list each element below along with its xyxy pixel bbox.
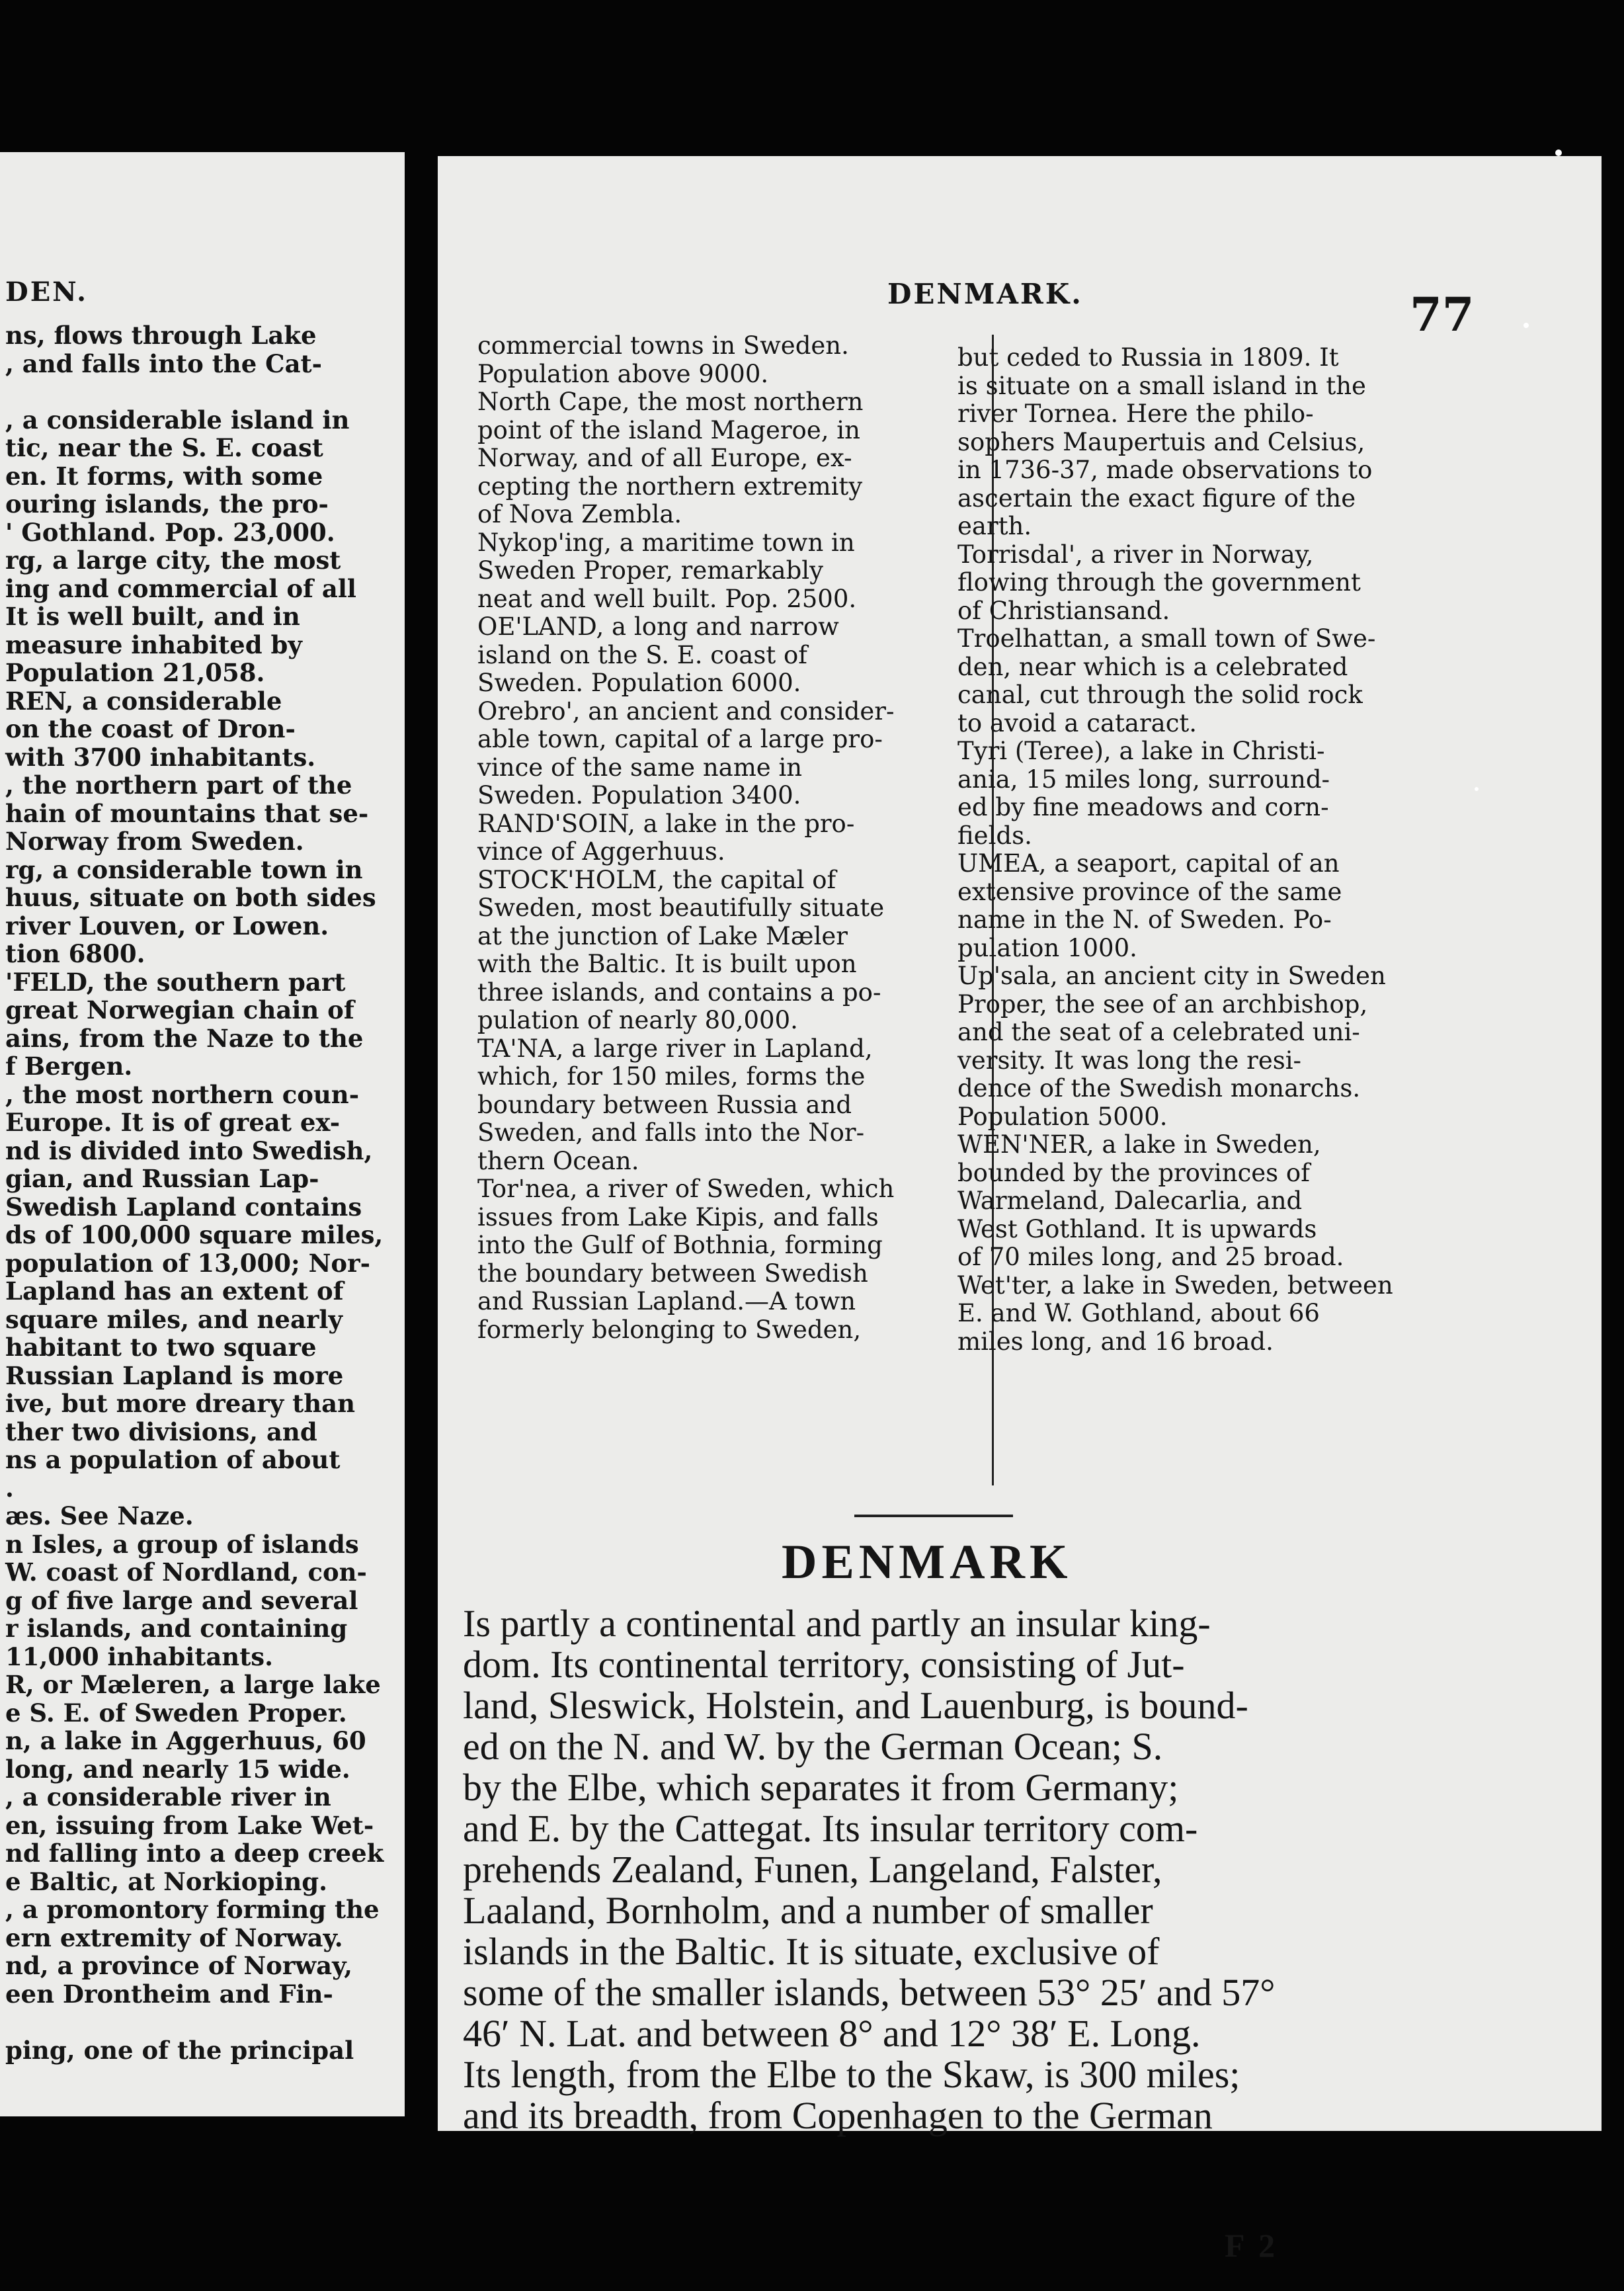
gazetteer-line: Sweden Proper, remarkably [477,556,823,585]
gazetteer-line: cepting the northern extremity [477,472,863,501]
left-text-line: measure inhabited by [5,630,302,659]
gazetteer-line: is situate on a small island in the [957,371,1366,400]
left-page-text [5,321,384,2064]
gazetteer-line: neat and well built. Pop. 2500. [477,584,857,613]
body-line: and E. by the Cattegat. Its insular territory com- [463,1807,1198,1850]
gazetteer-line: ania, 15 miles long, surround- [957,765,1330,794]
left-text-line [5,2008,384,2036]
gazetteer-line: versity. It was long the resi- [957,1046,1302,1075]
dust-speck [1523,323,1529,328]
gazetteer-line: Orebro', an ancient and consider- [477,696,895,726]
gazetteer-line: canal, cut through the solid rock [957,681,1363,709]
left-text-line: 11,000 inhabitants. [5,1642,274,1671]
left-text-line: Population 21,058. [5,658,265,687]
gazetteer-line: RAND'SOIN, a lake in the pro- [477,809,855,838]
left-text-line: e S. E. of Sweden Proper. [5,1698,347,1728]
left-text-line: river Louven, or Lowen. [5,911,329,940]
left-text-line: f Bergen. [5,1052,133,1081]
gazetteer-line: pulation of nearly 80,000. [477,1006,798,1034]
gazetteer-line: issues from Lake Kipis, and falls [477,1202,879,1231]
body-line: dom. Its continental territory, consisting of Jut- [463,1643,1185,1686]
left-text-line: tion 6800. [5,939,145,968]
left-text-line: en, issuing from Lake Wet- [5,1810,374,1840]
body-line: Its length, from the Elbe to the Skaw, is 300 miles; [463,2053,1240,2096]
body-line: Is partly a continental and partly an insular king- [463,1602,1211,1645]
running-head: DENMARK. [887,278,1083,310]
left-text-line: ns, flows through Lake [5,321,317,350]
gazetteer-line: vince of Aggerhuus. [477,837,725,866]
gazetteer-line: Tor'nea, a river of Sweden, which [477,1175,895,1203]
left-text-line: W. coast of Nordland, con- [5,1558,367,1587]
body-line: islands in the Baltic. It is situate, exclusive of [463,1930,1160,1973]
gazetteer-line: TA'NA, a large river in Lapland, [477,1034,873,1063]
left-text-line: Europe. It is of great ex- [5,1108,341,1137]
gazetteer-line: and Russian Lapland.—A town [477,1287,856,1315]
left-text-line: nd is divided into Swedish, [5,1136,373,1165]
body-line: land, Sleswick, Holstein, and Lauenburg, is bound- [463,1684,1248,1727]
left-text-line: , a promontory forming the [5,1895,380,1924]
left-text-line: ther two divisions, and [5,1417,317,1446]
gazetteer-line: of 70 miles long, and 25 broad. [957,1243,1344,1271]
left-text-line: ' Gothland. Pop. 23,000. [5,517,335,547]
gazetteer-line: E. and W. Gothland, about 66 [957,1299,1320,1327]
gazetteer-line: but ceded to Russia in 1809. It [957,343,1339,372]
gazetteer-line: ed by fine meadows and corn- [957,793,1329,821]
left-page [0,152,405,2116]
gazetteer-line: WEN'NER, a lake in Sweden, [957,1130,1321,1159]
left-text-line: , the northern part of the [5,771,352,800]
left-text-line: ouring islands, the pro- [5,489,329,519]
gazetteer-line: Up'sala, an ancient city in Sweden [957,962,1386,990]
left-text-line: with 3700 inhabitants. [5,742,316,772]
section-title: DENMARK [782,1535,1073,1589]
left-text-line: ds of 100,000 square miles, [5,1220,384,1249]
gazetteer-line: at the junction of Lake Mæler [477,921,848,950]
dust-speck [1475,787,1479,791]
page-signature: F 2 [1225,2227,1279,2264]
gazetteer-line: ascertain the exact figure of the [957,483,1356,513]
left-text-line: n, a lake in Aggerhuus, 60 [5,1726,366,1755]
gazetteer-line: of Christiansand. [957,596,1170,625]
gazetteer-line: Tyri (Teree), a lake in Christi- [957,737,1325,765]
left-text-line: ing and commercial of all [5,573,356,603]
left-text-line: tic, near the S. E. coast [5,433,323,462]
body-line: some of the smaller islands, between 53° 25′ and 57° [463,1971,1276,2014]
left-text-line: g of five large and several [5,1585,358,1615]
left-text-line: ns a population of about [5,1445,341,1474]
dust-speck [1555,149,1562,156]
right-page [438,156,1602,2264]
body-line: and its breadth, from Copenhagen to the German [463,2094,1213,2137]
body-line: prehends Zealand, Funen, Langeland, Falster, [463,1848,1162,1891]
gazetteer-line: dence of the Swedish monarchs. [957,1074,1361,1103]
gazetteer-line: of Nova Zembla. [477,500,682,528]
gazetteer-column-right [957,344,1393,1356]
left-text-line: great Norwegian chain of [5,995,354,1024]
gazetteer-line: Sweden, and falls into the Nor- [477,1118,865,1147]
gazetteer-line: Torrisdal', a river in Norway, [957,540,1314,569]
gazetteer-line: flowing through the government [957,568,1361,597]
gazetteer-line: island on the S. E. coast of [477,640,807,669]
gazetteer-line: Population 5000. [957,1102,1168,1131]
gazetteer-line: which, for 150 miles, forms the [477,1062,866,1091]
gazetteer-line: name in the N. of Sweden. Po- [957,905,1332,934]
gazetteer-line: Population above 9000. [477,359,769,388]
left-text-line: en. It forms, with some [5,461,323,491]
left-text-line: It is well built, and in [5,602,300,631]
left-text-line: e Baltic, at Norkioping. [5,1866,328,1896]
left-running-head: DEN. [5,276,89,308]
left-text-line: Norway from Sweden. [5,827,304,856]
left-text-line: n Isles, a group of islands [5,1529,359,1559]
gazetteer-line: river Tornea. Here the philo- [957,399,1314,428]
gazetteer-line: able town, capital of a large pro- [477,725,883,753]
left-text-line: R, or Mæleren, a large lake [5,1670,381,1699]
gazetteer-line: commercial towns in Sweden. [477,331,849,360]
left-text-line: ive, but more dreary than [5,1389,355,1418]
left-text-line: , a considerable river in [5,1782,331,1812]
body-line: Laaland, Bornholm, and a number of smaller [463,1889,1153,1932]
gazetteer-line: thern Ocean. [477,1146,639,1175]
gazetteer-line: UMEA, a seaport, capital of an [957,849,1340,878]
gazetteer-line: vince of the same name in [477,753,803,782]
left-text-line: rg, a considerable town in [5,854,363,884]
gazetteer-line: three islands, and contains a po- [477,978,881,1007]
gazetteer-line: earth. [957,512,1032,540]
gazetteer-line: Nykop'ing, a maritime town in [477,528,855,557]
left-text-line: , a considerable island in [5,405,350,435]
left-text-line: huus, situate on both sides [5,883,376,912]
left-text-line: ern extremity of Norway. [5,1923,343,1952]
gazetteer-line: Warmeland, Dalecarlia, and [957,1187,1303,1215]
left-text-line: Swedish Lapland contains [5,1192,362,1222]
gazetteer-line: West Gothland. It is upwards [957,1214,1317,1243]
left-text-line: long, and nearly 15 wide. [5,1754,350,1784]
gazetteer-column-left [477,332,894,1344]
left-text-line: rg, a large city, the most [5,546,341,575]
left-text-line: . [5,1473,14,1503]
body-line: ed on the N. and W. by the German Ocean; S. [463,1725,1163,1768]
gazetteer-line: Proper, the see of an archbishop, [957,989,1368,1019]
left-text-line: square miles, and nearly [5,1304,343,1334]
body-line: by the Elbe, which separates it from Germany; [463,1766,1179,1809]
left-text-line: r islands, and containing [5,1614,348,1643]
gazetteer-line: to avoid a cataract. [957,708,1198,737]
gazetteer-line: miles long, and 16 broad. [957,1327,1274,1356]
gazetteer-line: and the seat of a celebrated uni- [957,1018,1360,1046]
gazetteer-line: sophers Maupertuis and Celsius, [957,427,1365,456]
left-text-line: nd, a province of Norway, [5,1951,352,1980]
gazetteer-line: STOCK'HOLM, the capital of [477,865,836,894]
gazetteer-line: with the Baltic. It is built upon [477,950,857,978]
gazetteer-line: bounded by the provinces of [957,1158,1310,1187]
gazetteer-line: the boundary between Swedish [477,1259,868,1288]
gazetteer-line: fields. [957,821,1032,850]
gazetteer-line: OE'LAND, a long and narrow [477,612,839,641]
left-text-line: population of 13,000; Nor- [5,1248,370,1278]
gazetteer-line: point of the island Mageroe, in [477,415,860,444]
gazetteer-line: Sweden, most beautifully situate [477,894,885,922]
left-text-line: æs. See Naze. [5,1501,194,1530]
left-text-line: , the most northern coun- [5,1079,360,1109]
body-text [463,1603,1275,2136]
left-text-line: , and falls into the Cat- [5,349,322,378]
gazetteer-line: extensive province of the same [957,877,1342,906]
left-text-line: ping, one of the principal [5,2035,354,2065]
gazetteer-line: into the Gulf of Bothnia, forming [477,1231,883,1259]
gazetteer-line: Sweden. Population 3400. [477,781,801,810]
left-text-line: hain of mountains that se- [5,798,369,828]
gazetteer-line: Sweden. Population 6000. [477,669,801,697]
gazetteer-line: pulation 1000. [957,933,1137,962]
left-text-line: 'FELD, the southern part [5,967,346,997]
gazetteer-line: formerly belonging to Sweden, [477,1315,862,1344]
body-line: 46′ N. Lat. and between 8° and 12° 38′ E. Long. [463,2012,1201,2055]
left-text-line: REN, a considerable [5,686,282,716]
page-number: 77 [1410,287,1475,342]
left-text-line: nd falling into a deep creek [5,1839,384,1868]
left-text-line: Russian Lapland is more [5,1360,344,1390]
section-rule [854,1515,1013,1517]
gazetteer-line: den, near which is a celebrated [957,652,1348,681]
gazetteer-line: Norway, and of all Europe, ex- [477,444,852,472]
left-text-line: Lapland has an extent of [5,1276,344,1306]
gazetteer-line: boundary between Russia and [477,1090,852,1119]
gazetteer-line: North Cape, the most northern [477,388,864,416]
left-text-line: gian, and Russian Lap- [5,1164,319,1193]
left-text-line: on the coast of Dron- [5,714,296,743]
left-text-line: ains, from the Naze to the [5,1023,364,1053]
left-text-line [5,378,384,406]
gazetteer-line: Wet'ter, a lake in Sweden, between [957,1270,1393,1300]
gazetteer-line: Troelhattan, a small town of Swe- [957,624,1376,653]
left-text-line: habitant to two square [5,1333,317,1362]
gazetteer-line: in 1736-37, made observations to [957,456,1373,484]
left-text-line: een Drontheim and Fin- [5,1979,333,2009]
